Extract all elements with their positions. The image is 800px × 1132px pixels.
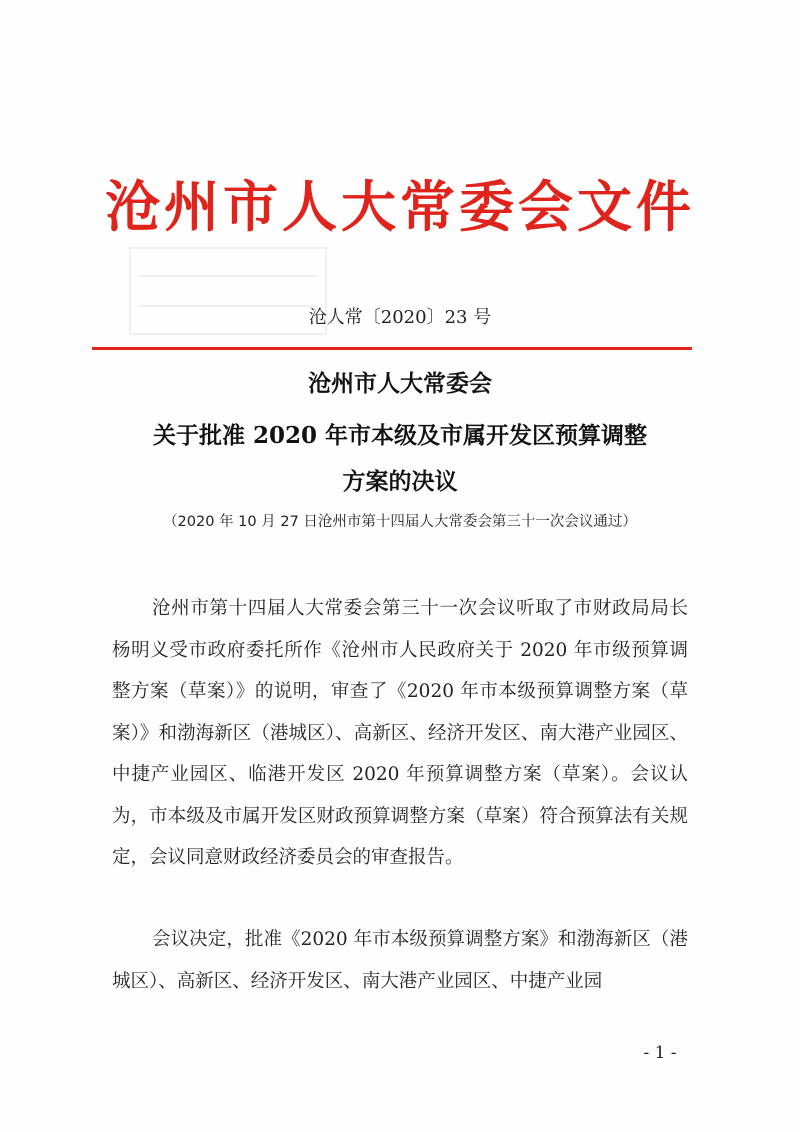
body-paragraph-1: 沧州市第十四届人大常委会第三十一次会议听取了市财政局局长杨明义受市政府委托所作《沧州市人民政府关于 2020 年市级预算调整方案（草案）》的说明，审查了《2020 年市本级预算调整方案（草案）》和渤海新区（港城区）、高新区、经济开发区、南大港产业园区、中捷产业园区、临港开发区 2020 年预算调整方案（草案）。会议认为，市本级及市属开发区财政预算调整方案（草案）符合预算法有关规定，会议同意财政经济委员会的审查报告。 bbox=[112, 598, 688, 868]
document-masthead: 沧州市人大常委会文件 bbox=[104, 174, 695, 239]
red-divider-rule bbox=[92, 347, 692, 350]
title-line-3: 方案的决议 bbox=[342, 468, 458, 495]
title-line-1: 沧州市人大常委会 bbox=[308, 370, 492, 397]
adoption-note: （2020 年 10 月 27 日沧州市第十四届人大常委会第三十一次会议通过） bbox=[163, 514, 637, 530]
body-paragraph-2: 会议决定，批准《2020 年市本级预算调整方案》和渤海新区（港城区）、高新区、经济开发区、南大港产业园区、中捷产业园 bbox=[112, 929, 688, 992]
title-line-2: 关于批准 2020 年市本级及市属开发区预算调整 bbox=[152, 422, 648, 449]
page-number: - 1 - bbox=[643, 1043, 677, 1063]
document-number: 沧人常〔2020〕23 号 bbox=[308, 307, 492, 328]
